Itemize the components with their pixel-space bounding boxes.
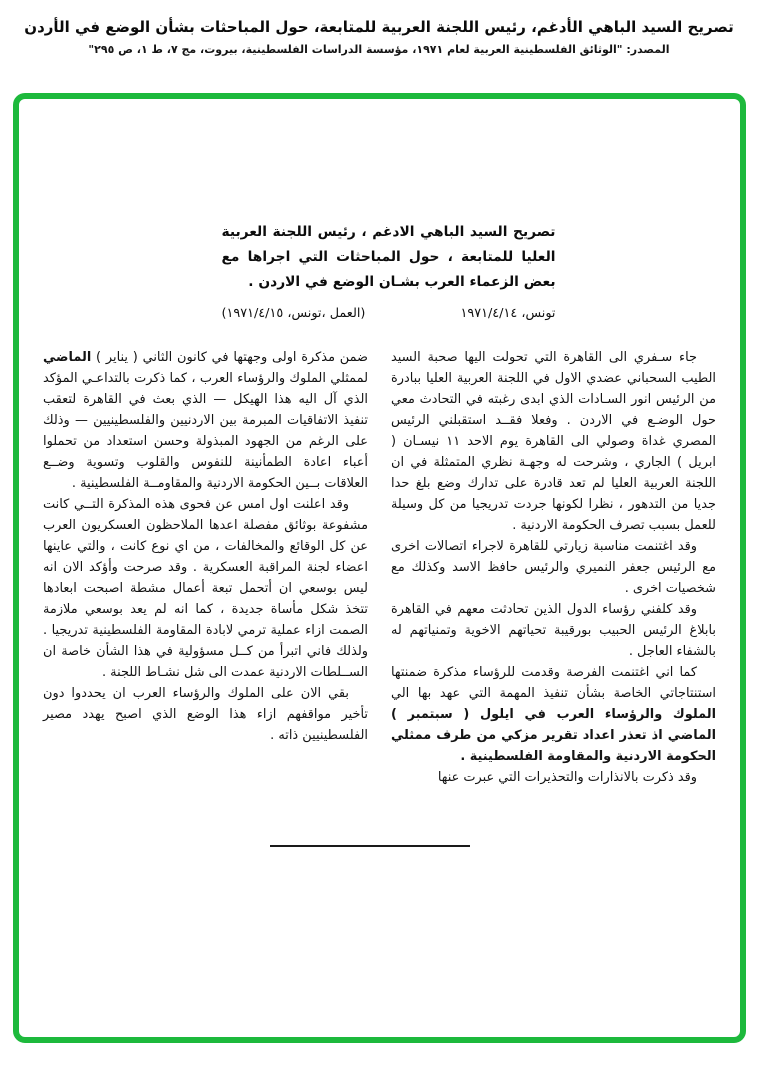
document-frame	[13, 93, 746, 1043]
dateline	[222, 306, 556, 321]
column-left	[43, 347, 368, 746]
paragraph	[391, 599, 716, 662]
footer-divider-line	[270, 845, 470, 847]
text-segment: الملوك والرؤساء العرب في ايلول ( سبتمبر ) الماضي اذ تعذر اعداد تقرير مزكي من طرف ممثلي الحكومة الاردنية والمقاومة الفلسطينية .	[391, 707, 716, 764]
text-segment: لممثلي الملوك والرؤساء العرب ، كما ذكرت بالتداعـي المؤكد الذي آل اليه هذا الهيكل — الذي بعث في القاهرة لتعقب تنفيذ الاتفاقيات المبرمة بين الاردنيين والفلسطينيين — وذلك على الرغم من الجهود المبذولة وحسن استعداد من تحملوا أعباء اعادة الطمأنينة للنفوس والقلوب وتسوية وضــع العلاقات بــين الحكومة الاردنية والمقاومــة الفلسطينية .	[43, 371, 368, 491]
text-columns	[19, 347, 740, 788]
text-segment: جاء سـفري الى القاهرة التي تحولت اليها صحبة السيد الطيب السحباني عضدي الاول في اللجنة العربية العليا ببادرة من الرئيس انور السـادات الذي ابدى رغبته في التحادث معي حول الوضـع في الاردن . وفعلا فقــد استقبلني الرئيس المصري غداة وصولي الى القاهرة يوم الاحد ١١ نيسـان ( ابريل ) الجاري ، وشرحت له وجهـة نظري المتمثلة في ان اللجنة العربية العليا لم تعد قادرة على تدارك وضع بلغ حدا جديا من التدهور ، نظرا لكونها جردت تدريجيا من كل وسيلة للعمل بسبب تصرف الحكومة الاردنية .	[391, 350, 716, 533]
paragraph	[391, 662, 716, 767]
paragraph	[43, 347, 368, 494]
dateline-place-date: تونس، ١٩٧١/٤/١٤	[460, 306, 556, 321]
paragraph	[391, 347, 716, 536]
column-right	[391, 347, 716, 788]
text-segment: كما اني اغتنمت الفرصة وقدمت للرؤساء مذكرة ضمنتها استنتاجاتي الخاصة بشأن تنفيذ المهمة التي عهد بها الي	[391, 665, 716, 701]
text-segment: ضمن مذكرة اولى وجهتها في كانون الثاني ( يناير )	[91, 350, 368, 365]
text-segment: وقد كلفني رؤساء الدول الذين تحادثت معهم في القاهرة بابلاغ الرئيس الحبيب بورقيبة تحياتهم الاخوية وتمنياتهم له بالشفاء العاجل .	[391, 602, 716, 659]
paragraph	[43, 494, 368, 683]
document-heading: تصريح السيد الباهي الادغم ، رئيس اللجنة العربية العليا للمتابعة ، حول المباحثات التي اجراها مع بعض الزعماء العرب بشـان الوضع في الاردن .	[221, 224, 556, 290]
text-segment: وقد ذكرت بالانذارات والتحذيرات التي عبرت عنها	[437, 770, 697, 785]
paragraph	[391, 767, 716, 788]
text-segment: الماضي	[43, 350, 92, 365]
document-body	[19, 220, 740, 788]
text-segment: وقد اعلنت اول امس عن فحوى هذه المذكرة التــي كانت مشفوعة بوثائق مفصلة اعدها الملاحظون العسكريون العرب عن كل الوقائع والمخالفات ، من اي نوع كانت ، والتي عاينها اعضاء لجنة المراقبة العسكرية . وقد صرحت وأؤكد الان انه ليس بوسعي ان أتحمل تبعة أعمال مشطة اصبحت ابعادها تتخذ شكل مأساة جديدة ، كما انه لم يعد بوسعي ملازمة الصمت ازاء عملية ترمي لابادة المقاومة الفلسطينية تدريجيا . ولذلك فاني اتبرأ من كــل مسؤولية في هذا الشأن خاصة ان الســلطات الاردنية عمدت الى شل نشـاط اللجنة .	[43, 497, 368, 680]
page-title: تصريح السيد الباهي الأدغم، رئيس اللجنة العربية للمتابعة، حول المباحثات بشأن الوضع في الأردن	[24, 18, 734, 36]
page-header	[0, 18, 758, 56]
source-citation: المصدر: "الوثائق الفلسطينية العربية لعام ١٩٧١، مؤسسة الدراسات الفلسطينية، بيروت، مج ٧، ط ١، ص ٢٩٥"	[88, 43, 670, 56]
dateline-publication: (العمل ،تونس، ١٩٧١/٤/١٥)	[221, 306, 366, 321]
paragraph	[391, 536, 716, 599]
text-segment: بقي الان على الملوك والرؤساء العرب ان يحددوا دون تأخير مواقفهم ازاء هذا الوضع الذي اصبح يهدد مصير الفلسطينيين ذاته .	[43, 686, 368, 743]
text-segment: وقد اغتنمت مناسبة زيارتي للقاهرة لاجراء اتصالات اخرى مع الرئيس جعفر النميري والرئيس حافظ الاسد وكذلك مع شخصيات اخرى .	[391, 539, 716, 596]
paragraph	[43, 683, 368, 746]
